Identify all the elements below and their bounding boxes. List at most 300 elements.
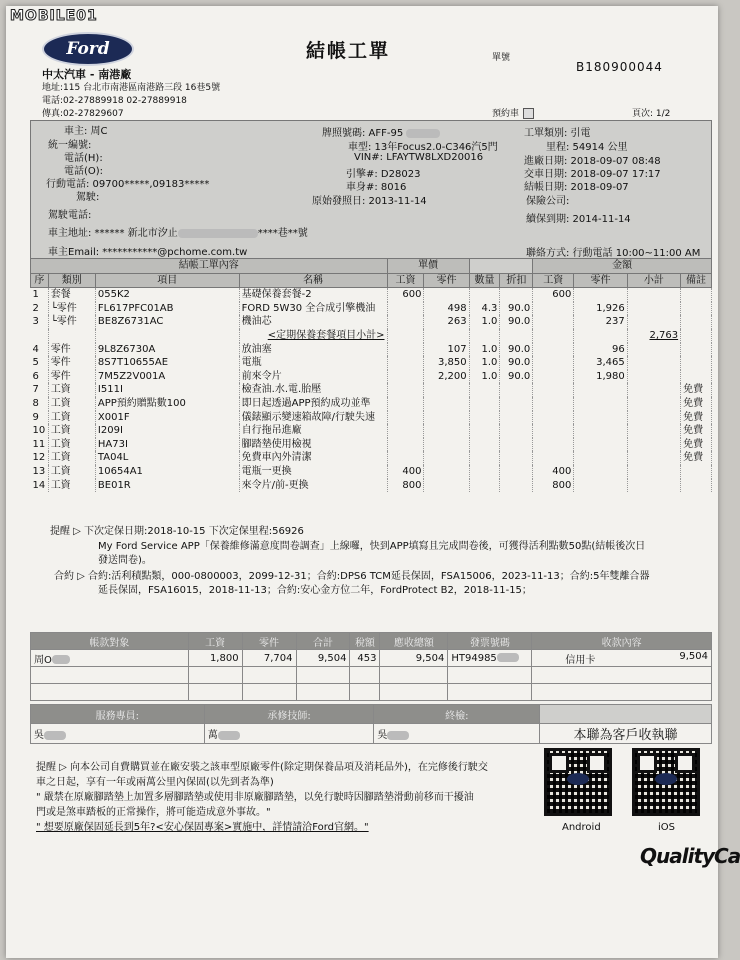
table-cell: 機油芯 xyxy=(239,315,387,329)
advisor-cell xyxy=(31,724,205,744)
table-cell xyxy=(627,383,680,397)
table-cell: 9 xyxy=(31,411,49,425)
table-cell xyxy=(574,397,627,411)
table-cell xyxy=(627,288,680,302)
contact-method: 聯絡方式: 行動電話 10:00~11:00 AM xyxy=(526,248,701,259)
pay-col-total: 合計 xyxy=(296,633,350,650)
table-cell xyxy=(469,329,500,343)
table-cell xyxy=(574,465,627,479)
table-cell: 600 xyxy=(387,288,424,302)
table-cell: 零件 xyxy=(48,356,95,370)
reminder-line: 提醒 ▷ 下次定保日期:2018-10-15 下次定保里程:56926 xyxy=(50,526,304,537)
table-cell: 800 xyxy=(387,479,424,493)
table-cell: 7 xyxy=(31,383,49,397)
qr-ford-logo xyxy=(567,773,589,785)
table-cell xyxy=(574,411,627,425)
footer-line1: 提醒 ▷ 向本公司自費購買並在廠安裝之該車型原廠零件(除定期保養品項及消耗品外)，在完修後行駛交 xyxy=(36,762,488,773)
table-cell: 5 xyxy=(31,356,49,370)
col-labor: 工資 xyxy=(387,273,424,288)
table-cell: 免費 xyxy=(681,438,712,452)
table-row xyxy=(31,315,712,329)
table-cell: 免費 xyxy=(681,424,712,438)
table-cell: 免費 xyxy=(681,411,712,425)
table-cell: 來令片/前-更換 xyxy=(239,479,387,493)
footer-line4: 門或是煞車踏板的正常操作，將可能造成意外事故。" xyxy=(36,807,271,818)
empty-cell xyxy=(350,667,380,684)
pay-due: 9,504 xyxy=(380,650,448,667)
redacted-block xyxy=(178,229,258,238)
table-cell: 自行拖吊進廠 xyxy=(239,424,387,438)
col-parts-amount: 零件 xyxy=(574,273,627,288)
renewal-date: 續保到期: 2014-11-14 xyxy=(526,214,631,225)
pay-total: 9,504 xyxy=(296,650,350,667)
table-cell xyxy=(627,451,680,465)
owner-address-tail: ****巷**號 xyxy=(257,228,308,239)
table-cell: 498 xyxy=(424,302,469,316)
redacted-block xyxy=(406,129,440,138)
pay-tax: 453 xyxy=(350,650,380,667)
contract-line1: 合約 ▷ 合約:活利積點類，000-0800003，2099-12-31；合約:DPS6 TCM延長保固，FSA15006，2023-11-13；合約:5年雙離合器 xyxy=(54,571,650,582)
col-category: 類別 xyxy=(48,273,95,288)
table-cell xyxy=(681,479,712,493)
table-cell: 工資 xyxy=(48,451,95,465)
table-cell: 工資 xyxy=(48,397,95,411)
table-cell: 6 xyxy=(31,370,49,384)
table-cell: 90.0 xyxy=(500,370,533,384)
table-cell xyxy=(469,465,500,479)
table-cell: 2,200 xyxy=(424,370,469,384)
table-cell xyxy=(533,438,574,452)
pay-col-due: 應收總額 xyxy=(380,633,448,650)
table-cell: 基礎保養套餐-2 xyxy=(239,288,387,302)
driver-phone-label: 駕駛電話: xyxy=(48,210,92,221)
table-cell: └零件 xyxy=(48,302,95,316)
first-registration: 原始發照日: 2013-11-14 xyxy=(312,196,427,207)
table-cell: <定期保養套餐項目小計> xyxy=(239,329,387,343)
pay-col-tax: 稅額 xyxy=(350,633,380,650)
quality-care-logo: QualityCa xyxy=(640,844,740,868)
table-cell: HA73I xyxy=(95,438,239,452)
ios-label: iOS xyxy=(658,822,675,833)
table-cell xyxy=(574,451,627,465)
table-cell: └零件 xyxy=(48,315,95,329)
table-cell: 8 xyxy=(31,397,49,411)
payer-cell xyxy=(31,650,189,667)
table-cell xyxy=(681,302,712,316)
table-cell: 免費 xyxy=(681,397,712,411)
reservation-label xyxy=(492,106,534,119)
table-cell xyxy=(627,465,680,479)
table-cell xyxy=(574,479,627,493)
table-cell: 8S7T10655AE xyxy=(95,356,239,370)
table-cell xyxy=(533,383,574,397)
pay-method-cell xyxy=(532,650,712,667)
table-cell xyxy=(500,438,533,452)
table-cell: 237 xyxy=(574,315,627,329)
col-name: 名稱 xyxy=(239,273,387,288)
table-cell xyxy=(627,424,680,438)
tech-cell xyxy=(204,724,374,744)
table-cell: 3,850 xyxy=(424,356,469,370)
pay-amount: 9,504 xyxy=(679,650,708,662)
table-cell: 電瓶一更換 xyxy=(239,465,387,479)
table-cell xyxy=(387,343,424,357)
owner-email: 車主Email: ***********@pchome.com.tw xyxy=(48,247,248,258)
table-cell xyxy=(681,343,712,357)
table-cell xyxy=(500,451,533,465)
col-seq: 序 xyxy=(31,273,49,288)
table-cell: X001F xyxy=(95,411,239,425)
table-cell xyxy=(533,424,574,438)
ford-logo xyxy=(42,32,134,66)
empty-cell xyxy=(296,684,350,701)
staff-col-advisor: 服務專員: xyxy=(31,705,205,724)
col-labor-amount: 工資 xyxy=(533,273,574,288)
col-parts: 零件 xyxy=(424,273,469,288)
table-cell: 90.0 xyxy=(500,315,533,329)
table-cell xyxy=(533,370,574,384)
table-cell xyxy=(500,383,533,397)
engine-number: 引擎#: D28023 xyxy=(346,169,421,180)
pay-col-invoice: 發票號碼 xyxy=(448,633,532,650)
table-cell xyxy=(627,397,680,411)
table-cell xyxy=(500,397,533,411)
table-cell: 13 xyxy=(31,465,49,479)
table-cell: 90.0 xyxy=(500,302,533,316)
doc-no: B180900044 xyxy=(576,60,663,74)
table-cell: 1.0 xyxy=(469,315,500,329)
staff-table xyxy=(30,704,712,744)
table-cell xyxy=(627,370,680,384)
table-cell xyxy=(424,288,469,302)
table-cell: 套餐 xyxy=(48,288,95,302)
table-cell: 工資 xyxy=(48,479,95,493)
table-cell: BE01R xyxy=(95,479,239,493)
plate-number xyxy=(322,124,440,139)
table-cell xyxy=(424,424,469,438)
redacted-block xyxy=(387,731,409,740)
table-cell: 電瓶 xyxy=(239,356,387,370)
table-cell xyxy=(627,438,680,452)
table-cell xyxy=(533,397,574,411)
table-cell: FL617PFC01AB xyxy=(95,302,239,316)
table-cell: 10654A1 xyxy=(95,465,239,479)
table-cell xyxy=(533,343,574,357)
dealer-address: 地址:115 台北市南港區南港路三段 16巷5號 xyxy=(42,83,221,93)
table-cell xyxy=(387,315,424,329)
table-cell xyxy=(424,329,469,343)
table-row xyxy=(31,302,712,316)
unit-price-header: 單價 xyxy=(387,259,469,274)
col-subtotal: 小計 xyxy=(627,273,680,288)
table-cell xyxy=(574,383,627,397)
table-cell xyxy=(387,397,424,411)
table-cell xyxy=(500,424,533,438)
table-cell: 免費 xyxy=(681,383,712,397)
table-cell xyxy=(387,451,424,465)
table-cell xyxy=(424,438,469,452)
ios-qr-code xyxy=(632,748,700,816)
reservation-checkbox xyxy=(523,108,534,119)
table-cell: 90.0 xyxy=(500,343,533,357)
office-phone-label: 電話(O): xyxy=(64,166,104,177)
work-items-table xyxy=(30,258,712,492)
table-cell xyxy=(574,329,627,343)
table-cell xyxy=(387,438,424,452)
table-cell: 工資 xyxy=(48,438,95,452)
table-cell: 工資 xyxy=(48,424,95,438)
table-cell xyxy=(500,288,533,302)
empty-cell xyxy=(188,667,242,684)
amount-header: 金額 xyxy=(533,259,712,274)
advisor-name: 吳 xyxy=(34,730,44,741)
empty-cell xyxy=(31,667,189,684)
table-cell: 1.0 xyxy=(469,343,500,357)
table-cell: 263 xyxy=(424,315,469,329)
table-cell: 零件 xyxy=(48,370,95,384)
table-cell: 免費車內外清潔 xyxy=(239,451,387,465)
table-cell xyxy=(469,424,500,438)
table-cell: 3,465 xyxy=(574,356,627,370)
table-cell: 600 xyxy=(533,288,574,302)
table-cell xyxy=(424,397,469,411)
table-cell: TA04L xyxy=(95,451,239,465)
pay-method: 信用卡 xyxy=(565,654,596,666)
empty-cell xyxy=(242,667,296,684)
table-cell: 1,926 xyxy=(574,302,627,316)
table-cell: 11 xyxy=(31,438,49,452)
check-cell xyxy=(374,724,540,744)
table-cell: 3 xyxy=(31,315,49,329)
table-cell xyxy=(574,288,627,302)
col-remark: 備註 xyxy=(681,273,712,288)
qr-ford-logo xyxy=(655,773,677,785)
check-name: 吳 xyxy=(377,730,388,741)
table-cell xyxy=(387,370,424,384)
owner-label: 車主: 周C xyxy=(64,126,108,137)
table-cell xyxy=(533,315,574,329)
table-cell: 放油塞 xyxy=(239,343,387,357)
table-row xyxy=(31,397,712,411)
table-cell: BE8Z6731AC xyxy=(95,315,239,329)
table-cell xyxy=(533,329,574,343)
mobile-phone: 行動電話: 09700*****,09183***** xyxy=(46,179,210,190)
insurance-company: 保險公司: xyxy=(526,196,570,207)
table-cell: 400 xyxy=(387,465,424,479)
table-cell xyxy=(574,438,627,452)
pay-invoice: HT94985 xyxy=(451,652,497,664)
items-header: 結帳工單內容 xyxy=(31,259,388,274)
table-cell xyxy=(681,465,712,479)
table-cell: 7M5Z2V001A xyxy=(95,370,239,384)
staff-col-tech: 承修技師: xyxy=(204,705,374,724)
table-cell: 零件 xyxy=(48,343,95,357)
table-cell: 工資 xyxy=(48,465,95,479)
empty-cell xyxy=(380,684,448,701)
redacted-block xyxy=(44,731,66,740)
empty-cell xyxy=(242,684,296,701)
table-cell: 1,980 xyxy=(574,370,627,384)
invoice-paper xyxy=(6,6,740,958)
empty-cell xyxy=(31,684,189,701)
table-cell xyxy=(681,315,712,329)
table-cell xyxy=(95,329,239,343)
table-cell xyxy=(424,411,469,425)
staff-col-check: 終檢: xyxy=(374,705,540,724)
table-cell: 免費 xyxy=(681,451,712,465)
table-cell: 2,763 xyxy=(627,329,680,343)
table-row xyxy=(31,438,712,452)
table-cell: 96 xyxy=(574,343,627,357)
item-rows xyxy=(31,288,712,492)
table-cell xyxy=(469,397,500,411)
pay-col-method: 收款內容 xyxy=(532,633,712,650)
android-label: Android xyxy=(562,822,601,833)
table-cell xyxy=(387,424,424,438)
table-cell: 14 xyxy=(31,479,49,493)
owner-address xyxy=(48,224,308,239)
table-cell: 4 xyxy=(31,343,49,357)
table-cell: APP預約贈點數100 xyxy=(95,397,239,411)
table-row xyxy=(31,411,712,425)
table-row xyxy=(31,356,712,370)
empty-cell xyxy=(296,667,350,684)
table-cell: FORD 5W30 全合成引擎機油 xyxy=(239,302,387,316)
table-cell xyxy=(627,315,680,329)
table-cell xyxy=(469,451,500,465)
table-cell: 儀錶顯示變速箱故障/行駛失速 xyxy=(239,411,387,425)
table-cell xyxy=(627,343,680,357)
table-cell: 腳踏墊使用檢視 xyxy=(239,438,387,452)
table-cell xyxy=(681,356,712,370)
table-cell xyxy=(533,411,574,425)
table-cell xyxy=(627,411,680,425)
table-cell xyxy=(31,329,49,343)
table-cell: 4.3 xyxy=(469,302,500,316)
table-row xyxy=(31,288,712,302)
empty-cell xyxy=(532,667,712,684)
dealer-name: 中太汽車 - 南港廠 xyxy=(42,68,132,81)
table-cell: 2 xyxy=(31,302,49,316)
table-cell xyxy=(627,356,680,370)
table-cell xyxy=(469,438,500,452)
table-cell xyxy=(424,465,469,479)
body-number: 車身#: 8016 xyxy=(346,182,407,193)
table-cell: 前來令片 xyxy=(239,370,387,384)
pay-labor: 1,800 xyxy=(188,650,242,667)
table-cell xyxy=(533,302,574,316)
empty-cell xyxy=(350,684,380,701)
table-cell xyxy=(469,288,500,302)
table-cell: 1.0 xyxy=(469,370,500,384)
settle-date: 結帳日期: 2018-09-07 xyxy=(524,182,629,193)
vin: VIN#: LFAYTW8LXD20016 xyxy=(354,152,484,163)
empty-cell xyxy=(532,684,712,701)
table-cell xyxy=(627,479,680,493)
doc-no-label: 單號 xyxy=(492,53,511,63)
blank-header xyxy=(469,259,533,274)
home-phone-label: 電話(H): xyxy=(64,153,103,164)
reservation-label-text: 預約車 xyxy=(492,109,520,119)
table-cell xyxy=(387,411,424,425)
pay-col-labor: 工資 xyxy=(188,633,242,650)
watermark: MOBILE01 xyxy=(10,8,98,24)
contract-line2: 延長保固，FSA16015，2018-11-13；合約:安心金方位二年，FordProtect B2，2018-11-15； xyxy=(98,585,532,596)
table-row xyxy=(31,479,712,493)
table-cell: 400 xyxy=(533,465,574,479)
pay-col-payer: 帳款對象 xyxy=(31,633,189,650)
payer-name: 周O xyxy=(34,654,52,666)
pay-col-parts: 零件 xyxy=(242,633,296,650)
footer-line2: 車之日起，享有一年或兩萬公里內保固(以先到者為準) xyxy=(36,777,274,788)
table-cell: I209I xyxy=(95,424,239,438)
payment-table xyxy=(30,632,712,701)
tax-id-label: 統一編號: xyxy=(48,140,92,151)
owner-address-head: 車主地址: ****** 新北市汐止 xyxy=(48,228,178,239)
table-cell xyxy=(500,479,533,493)
table-cell xyxy=(681,329,712,343)
table-cell xyxy=(500,411,533,425)
table-row xyxy=(31,383,712,397)
android-qr-code xyxy=(544,748,612,816)
table-cell: 工資 xyxy=(48,383,95,397)
car-model: 車型: 13年Focus2.0-C346汽5門 xyxy=(348,142,498,153)
table-row xyxy=(31,329,712,343)
footer-line3: " 嚴禁在原廠腳踏墊上加置多層腳踏墊或使用非原廠腳踏墊，以免行駛時因腳踏墊滑動前移而干擾油 xyxy=(36,792,474,803)
table-cell xyxy=(469,479,500,493)
table-cell xyxy=(424,451,469,465)
app-survey-line2: 發送問卷)。 xyxy=(98,555,152,566)
table-cell xyxy=(387,329,424,343)
dealer-fax: 傳真:02-27829607 xyxy=(42,109,124,119)
table-cell: 即日起透過APP預約成功並準 xyxy=(239,397,387,411)
in-date: 進廠日期: 2018-09-07 08:48 xyxy=(524,156,661,167)
table-cell: 1 xyxy=(31,288,49,302)
table-cell xyxy=(387,302,424,316)
col-item: 項目 xyxy=(95,273,239,288)
driver-label: 駕駛: xyxy=(76,192,100,203)
table-cell xyxy=(48,329,95,343)
table-cell xyxy=(533,356,574,370)
ford-logo-text: Ford xyxy=(66,39,110,59)
table-cell xyxy=(469,383,500,397)
table-cell xyxy=(681,370,712,384)
empty-cell xyxy=(448,667,532,684)
mileage: 里程: 54914 公里 xyxy=(546,142,628,153)
table-cell xyxy=(627,302,680,316)
plate-number-text: 牌照號碼: AFF-95 xyxy=(322,128,404,139)
table-row xyxy=(31,465,712,479)
table-cell: 107 xyxy=(424,343,469,357)
table-cell: 12 xyxy=(31,451,49,465)
app-survey-line1: My Ford Service APP「保養維修滿意度問卷調查」上線囉，快到APP填寫且完成問卷後，可獲得活利點數50點(結帳後次日 xyxy=(98,541,646,552)
redacted-block xyxy=(218,731,240,740)
table-cell xyxy=(387,356,424,370)
table-cell: 90.0 xyxy=(500,356,533,370)
dealer-phone: 電話:02-27889918 02-27889918 xyxy=(42,96,187,106)
table-cell xyxy=(681,288,712,302)
out-date: 交車日期: 2018-09-07 17:17 xyxy=(524,169,661,180)
table-cell: 800 xyxy=(533,479,574,493)
table-row xyxy=(31,343,712,357)
table-cell xyxy=(574,424,627,438)
table-cell xyxy=(533,451,574,465)
table-cell: 9L8Z6730A xyxy=(95,343,239,357)
col-discount: 折扣 xyxy=(500,273,533,288)
page-number: 頁次: 1/2 xyxy=(632,109,671,119)
table-cell xyxy=(500,329,533,343)
staff-col-blank xyxy=(540,705,712,724)
